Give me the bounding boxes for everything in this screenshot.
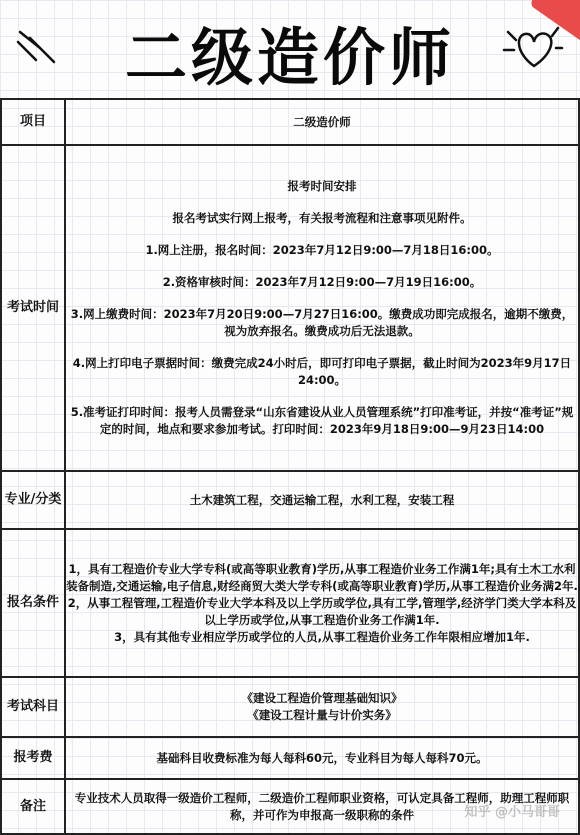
- value-remarks: 专业技术人员取得一级造价工程师，二级造价工程师职业资格，可认定具备工程师，助理工程师职称，并可作为申报高一级职称的条件: [65, 779, 579, 834]
- value-fee: 基础科目收费标准为每人每科60元，专业科目为每人每科70元。: [65, 737, 579, 779]
- exam-time-step-4: 4.网上打印电子票据时间：缴费完成24小时后，即可打印电子票据，截止时间为2023年9月17日24:00。: [72, 356, 572, 387]
- exam-time-step-3: 3.网上缴费时间：2023年7月20日9:00—7月27日16:00。缴费成功即完成报名，逾期不缴费，视为放弃报名。缴费成功后无法退款。: [70, 307, 574, 338]
- header: [0, 0, 580, 100]
- label-subjects: 考试科目: [1, 677, 65, 737]
- requirement-item-3: 3，具有其他专业相应学历或学位的人员,从事工程造价业务工作年限相应增加1年.: [114, 629, 530, 644]
- table-row-header: [1, 99, 579, 145]
- label-requirements: 报名条件: [1, 529, 65, 677]
- label-project: 项目: [1, 99, 65, 145]
- exam-time-step-1: 1.网上注册，报名时间：2023年7月12日9:00—7月18日16:00。: [145, 243, 499, 257]
- label-remarks: 备注: [1, 779, 65, 834]
- page-title: 二级造价师: [124, 21, 455, 94]
- label-major: 专业/分类: [1, 471, 65, 529]
- table-row-fee: [1, 737, 579, 779]
- exam-time-heading: 报考时间安排: [287, 179, 357, 193]
- exam-time-intro: 报名考试实行网上报考，有关报考流程和注意事项见附件。: [172, 211, 472, 225]
- heart-icon: [502, 22, 566, 74]
- requirements-content: [65, 529, 579, 677]
- value-major: 土木建筑工程，交通运输工程，水利工程，安装工程: [65, 471, 579, 529]
- subjects-content: [65, 677, 579, 737]
- exam-time-step-5: 5.准考证打印时间：报考人员需登录“山东省建设从业人员管理系统”打印准考证，并按“准考证”规定的时间，地点和要求参加考试。打印时间：2023年9月18日9:00—9月23日14:00: [70, 405, 574, 436]
- watermark: 知乎 @小马哥哥: [464, 805, 560, 820]
- table-row-subjects: [1, 677, 579, 737]
- exam-time-step-2: 2.资格审核时间：2023年7月12日9:00—7月19日16:00。: [162, 275, 482, 289]
- exam-time-content: [65, 145, 579, 471]
- exam-info-table: [0, 98, 580, 835]
- subject-2: 《建设工程计量与计价实务》: [247, 708, 397, 722]
- table-row-major: [1, 471, 579, 529]
- label-fee: 报考费: [1, 737, 65, 779]
- subject-1: 《建设工程造价管理基础知识》: [241, 691, 403, 705]
- value-project: 二级造价师: [65, 99, 579, 145]
- table-row-exam-time: [1, 145, 579, 471]
- requirement-item-2: 2，从事工程管理,工程造价专业大学本科及以上学历或学位,具有工学,管理学,经济学门类大学本科及以上学历或学位,从事工程造价业务工作满1年.: [67, 595, 577, 627]
- table-row-requirements: [1, 529, 579, 677]
- requirement-item-1: 1，具有工程造价专业大学专科(或高等职业教育)学历,从事工程造价业务工作满1年;具有土木工水利装备制造,交通运输,电子信息,财经商贸大类大学专科(或高等职业教育)学历,从事工程造价业务满2年.: [66, 561, 578, 593]
- label-exam-time: 考试时间: [1, 145, 65, 471]
